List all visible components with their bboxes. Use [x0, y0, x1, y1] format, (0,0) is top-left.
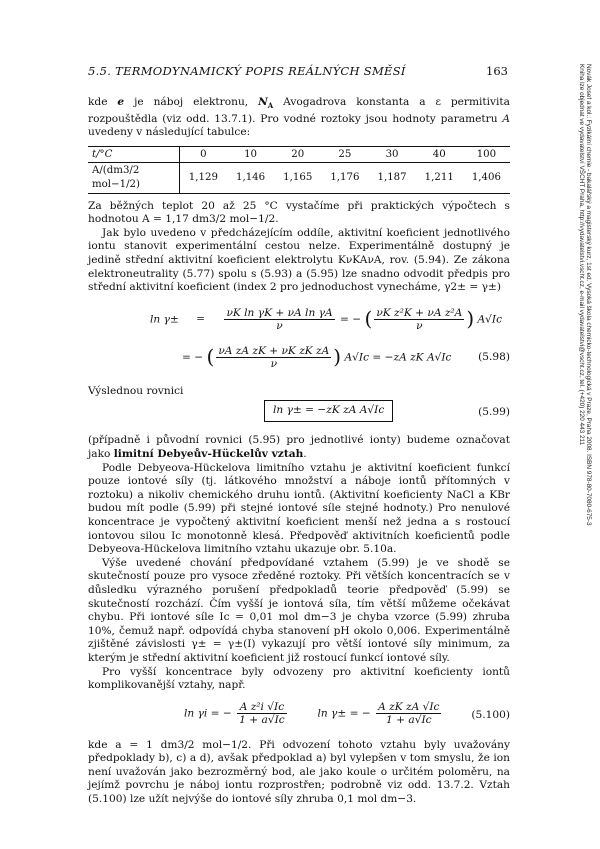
table-cell: 40	[416, 146, 463, 163]
eq-sign: =	[196, 313, 206, 326]
eq-mid: = −	[340, 313, 362, 326]
table-cell: 1,165	[274, 163, 321, 193]
paren-close: )	[466, 306, 475, 331]
symbol-na-sub: A	[267, 101, 274, 111]
table-cell: 25	[321, 146, 368, 163]
table-cell: 1,211	[416, 163, 463, 193]
equation-5-100	[88, 697, 510, 735]
eq-fraction-mean: $\frac{\text{A zK zA √Ic}}{1 + a√Ic}$	[378, 700, 440, 726]
eq-tail-2: A√Ic = −zA zK A√Ic	[344, 351, 452, 364]
paragraph-extended-law: kde a = 1 dm3/2 mol−1/2. Při odvození tohoto vztahu byly uvažovány předpoklady b), c) a d), avšak předpoklad a) byl vylepšen v tom smyslu, že ion není uvažován jako bezrozměrný bod, ale jako koule o určitém poloměru, na jejímž povrchu je náboj iontu rozprostřen; podrobně viz odd. 13.7.2. Vztah (5.100) lze užít nejvýše do iontové síly zhruba 0,1 mol dm−3.	[88, 738, 510, 806]
paragraph-higher-concentrations: Pro vyšší koncentrace byly odvozeny pro aktivitní koeficienty iontů komplikovanější vztahy, např.	[88, 665, 510, 692]
symbol-na: N	[258, 96, 268, 108]
page-body	[88, 96, 510, 807]
term-limit-law: limitní Debyeův-Hückelův vztah	[113, 448, 304, 461]
table-cell: 100	[463, 146, 510, 163]
eq-lhs: ln γ±	[150, 313, 179, 326]
eq-lhs-1: ln γi = −	[184, 707, 232, 720]
paragraph-ionic-strength: Podle Debyeova-Hückelova limitního vztahu je aktivitní koeficient funkcí pouze iontové síly (tj. látkového množství a náboje iontů přítomných v roztoku) a nikoliv chemického druhu iontů. (Aktivitní koeficienty NaCl a KBr budou mít podle (5.99) při stejné iontové síle stejné hodnoty.) Pro nenulové koncentrace je vypočtený aktivitní koeficient menší než jedna a s rostoucí iontovou silou Ic monotonně klesá. Předpověď aktivitních koeficientů podle Debyeova-Hückelova limitního vztahu ukazuje obr. 5.10a.	[88, 461, 510, 556]
citation-line-1: Novák Josef a kol.: Fyzikální chemie - bakalářský a magisterský kurz, 1st ed. Vysoká škola chemicko-technologická v Praze, Praha 2008. ISBN 978-80-7080-675-3	[585, 64, 592, 526]
table-cell: 30	[368, 146, 415, 163]
table-cell: 1,129	[179, 163, 227, 193]
table-cell: 20	[274, 146, 321, 163]
equation-number: (5.99)	[478, 406, 510, 419]
eq-sign-2: = −	[182, 351, 204, 364]
symbol-a: A	[502, 112, 510, 125]
table-cell: 1,406	[463, 163, 510, 193]
equation-5-98-line-1	[150, 307, 502, 332]
page-header	[88, 64, 508, 80]
equation-number: (5.100)	[471, 708, 510, 721]
equation-5-99-box	[264, 400, 393, 422]
eq-fraction-2: $\frac{\text{νK z²K + νA z²A}}{\nu}$	[376, 306, 463, 332]
boxed-formula: ln γ± = −zK zA A√Ic	[264, 400, 393, 422]
intro-text-4: uvedeny v následující tabulce:	[88, 126, 251, 139]
section-title: 5.5. TERMODYNAMICKÝ POPIS REÁLNÝCH SMĚSÍ	[88, 64, 406, 78]
table-label-temperature: t/°C	[88, 146, 179, 163]
equation-5-98-line-2	[182, 345, 451, 370]
intro-text-2: je náboj elektronu,	[124, 96, 259, 108]
table-label-parameter: A/(dm3/2 mol−1/2)	[88, 163, 179, 193]
table-cell: 1,187	[368, 163, 415, 193]
eq-fraction-3: $\frac{\text{νA zA zK + νK zK zA}}{\nu}$	[218, 344, 330, 370]
page-number: 163	[486, 64, 508, 78]
intro-paragraph	[88, 96, 510, 140]
citation-line-2: Kniha lze objednat ve vydavatelství VŠCHT Praha, http://vydavatelstvi.vscht.cz, e-mail vydavatelstvi@vscht.cz, tel. (+420) 220 443 211	[577, 64, 585, 446]
symbol-e: e	[117, 96, 125, 108]
eq-tail-1: A√Ic	[477, 313, 503, 326]
intro-text-1: kde	[88, 96, 118, 108]
equation-5-99	[88, 400, 510, 430]
table-cell: 10	[227, 146, 274, 163]
table-cell: 0	[179, 146, 227, 163]
equation-5-100-content	[184, 701, 443, 726]
paren-open: (	[364, 306, 373, 331]
paragraph-temperature-note: Za běžných teplot 20 až 25 °C vystačíme při praktických výpočtech s hodnotou A = 1,17 dm3/2 mol−1/2.	[88, 199, 510, 226]
paragraph-mean-coefficient: Jak bylo uvedeno v předcházejícím oddíle, aktivitní koeficient jednotlivého iontu stanovit experimentální cestou nelze. Experimentálně dostupný je jedině střední aktivitní koeficient elektrolytu KνKAνA, rov. (5.94). Ze zákona elektroneutrality (5.77) spolu s (5.93) a (5.95) lze snadno odvodit předpis pro střední aktivitní koeficient (index 2 pro jednoduchost vynecháme, γ2± = γ±)	[88, 226, 510, 294]
parameter-table	[88, 146, 510, 194]
paren-open: (	[206, 344, 215, 369]
paragraph-result-intro: Výslednou rovnici	[88, 384, 184, 397]
paragraph-limit-law: (případně i původní rovnici (5.95) pro jednotlivé ionty) budeme označovat jako limitní Debyeův-Hückelův vztah.	[88, 434, 510, 461]
eq-fraction-ion: $\frac{\text{A z²i √Ic}}{1 + a√Ic}$	[239, 700, 285, 726]
table-cell: 1,176	[321, 163, 368, 193]
intro-text-3: Avogadrova konstanta a ε permitivita rozpouštědla (viz odd. 13.7.1). Pro vodné roztoky jsou hodnoty parametru	[88, 96, 510, 125]
eq-fraction-1: $\frac{\text{νK ln γK + νA ln γA}}{\nu}$	[226, 306, 333, 332]
equation-number: (5.98)	[478, 350, 510, 363]
table-cell: 1,146	[227, 163, 274, 193]
eq-lhs-2: ln γ± = −	[317, 707, 371, 720]
equation-5-98	[88, 301, 510, 379]
table-row-temperature	[88, 146, 510, 163]
paragraph-dilute-solutions: Výše uvedené chování předpovídané vztahem (5.99) je ve shodě se skutečností pouze pro vysoce zředěné roztoky. Při větších koncentracích se v důsledku výrazného porušení předpokladů teorie předpověď (5.99) se skutečností rozchází. Čím vyšší je iontová síla, tím větší můžeme očekávat chybu. Při iontové síle Ic = 0,01 mol dm−3 je chyba vzorce (5.99) zhruba 10%, čemuž např. odpovídá chyba stanovení pH okolo 0,006. Experimentálně zjištěné závislosti γ± = γ±(I) vykazují pro větší iontové síly minimum, za kterým je střední aktivitní koeficient již rostoucí funkcí iontové síly.	[88, 556, 510, 664]
paren-close: )	[333, 344, 342, 369]
side-citation	[578, 64, 592, 824]
table-row-parameter	[88, 163, 510, 193]
